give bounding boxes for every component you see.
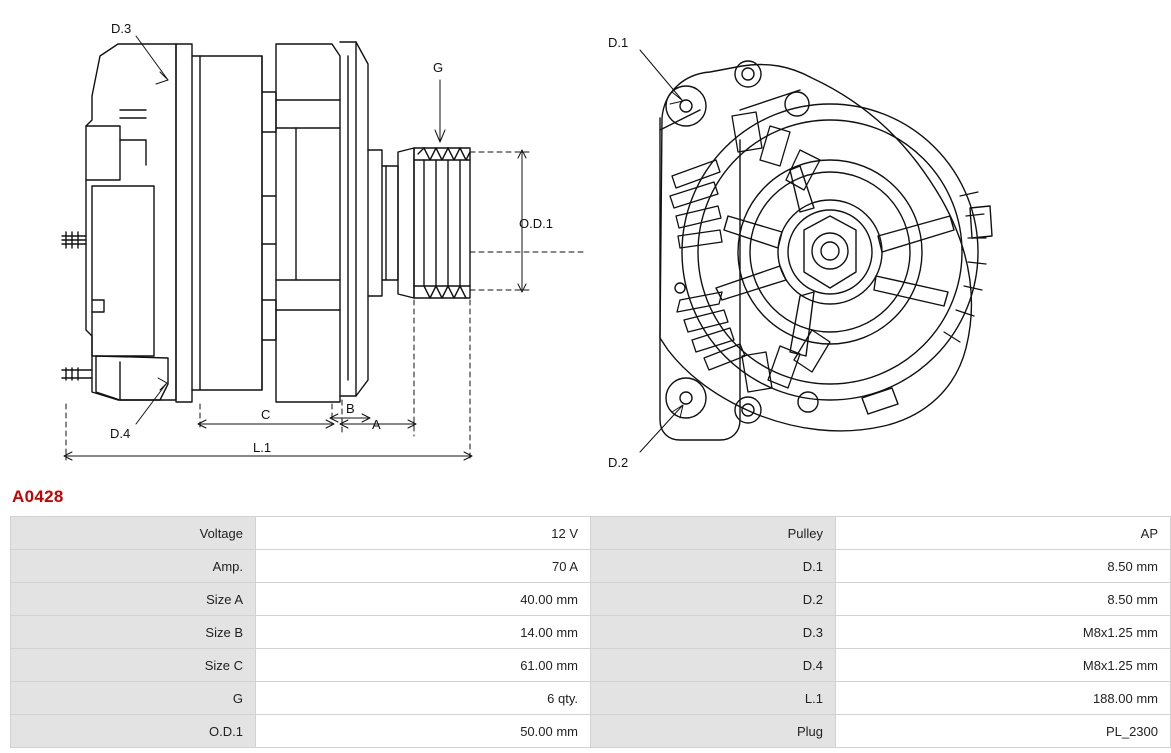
specifications-table xyxy=(10,516,1171,748)
spec-label: D.1 xyxy=(591,550,836,583)
label-a: A xyxy=(372,417,381,432)
spec-label: D.3 xyxy=(591,616,836,649)
spec-value: 61.00 mm xyxy=(256,649,591,682)
spec-label: Pulley xyxy=(591,517,836,550)
spec-value: 12 V xyxy=(256,517,591,550)
label-d1: D.1 xyxy=(608,35,629,50)
spec-value: 8.50 mm xyxy=(836,550,1171,583)
spec-label: L.1 xyxy=(591,682,836,715)
table-row xyxy=(11,616,1171,649)
spec-label: Amp. xyxy=(11,550,256,583)
spec-value: 8.50 mm xyxy=(836,583,1171,616)
spec-label: Voltage xyxy=(11,517,256,550)
spec-label: D.4 xyxy=(591,649,836,682)
table-row xyxy=(11,517,1171,550)
spec-value: 50.00 mm xyxy=(256,715,591,748)
spec-value: 70 A xyxy=(256,550,591,583)
spec-value: M8x1.25 mm xyxy=(836,649,1171,682)
spec-label: Plug xyxy=(591,715,836,748)
label-od1: O.D.1 xyxy=(519,216,553,231)
spec-label: D.2 xyxy=(591,583,836,616)
spec-value: 188.00 mm xyxy=(836,682,1171,715)
table-row xyxy=(11,649,1171,682)
spec-value: 6 qty. xyxy=(256,682,591,715)
label-d4: D.4 xyxy=(110,426,131,441)
spec-value: 40.00 mm xyxy=(256,583,591,616)
label-d2: D.2 xyxy=(608,455,629,470)
label-g: G xyxy=(433,60,444,75)
label-d3: D.3 xyxy=(111,21,132,36)
table-row xyxy=(11,682,1171,715)
spec-value: PL_2300 xyxy=(836,715,1171,748)
spec-value: M8x1.25 mm xyxy=(836,616,1171,649)
spec-label: Size C xyxy=(11,649,256,682)
label-b: B xyxy=(346,401,355,416)
spec-label: G xyxy=(11,682,256,715)
spec-label: O.D.1 xyxy=(11,715,256,748)
spec-value: AP xyxy=(836,517,1171,550)
table-row xyxy=(11,583,1171,616)
label-l1: L.1 xyxy=(253,440,272,455)
table-row xyxy=(11,550,1171,583)
part-code: A0428 xyxy=(12,487,64,506)
spec-value: 14.00 mm xyxy=(256,616,591,649)
spec-label: Size A xyxy=(11,583,256,616)
table-row xyxy=(11,715,1171,748)
label-c: C xyxy=(261,407,271,422)
spec-label: Size B xyxy=(11,616,256,649)
